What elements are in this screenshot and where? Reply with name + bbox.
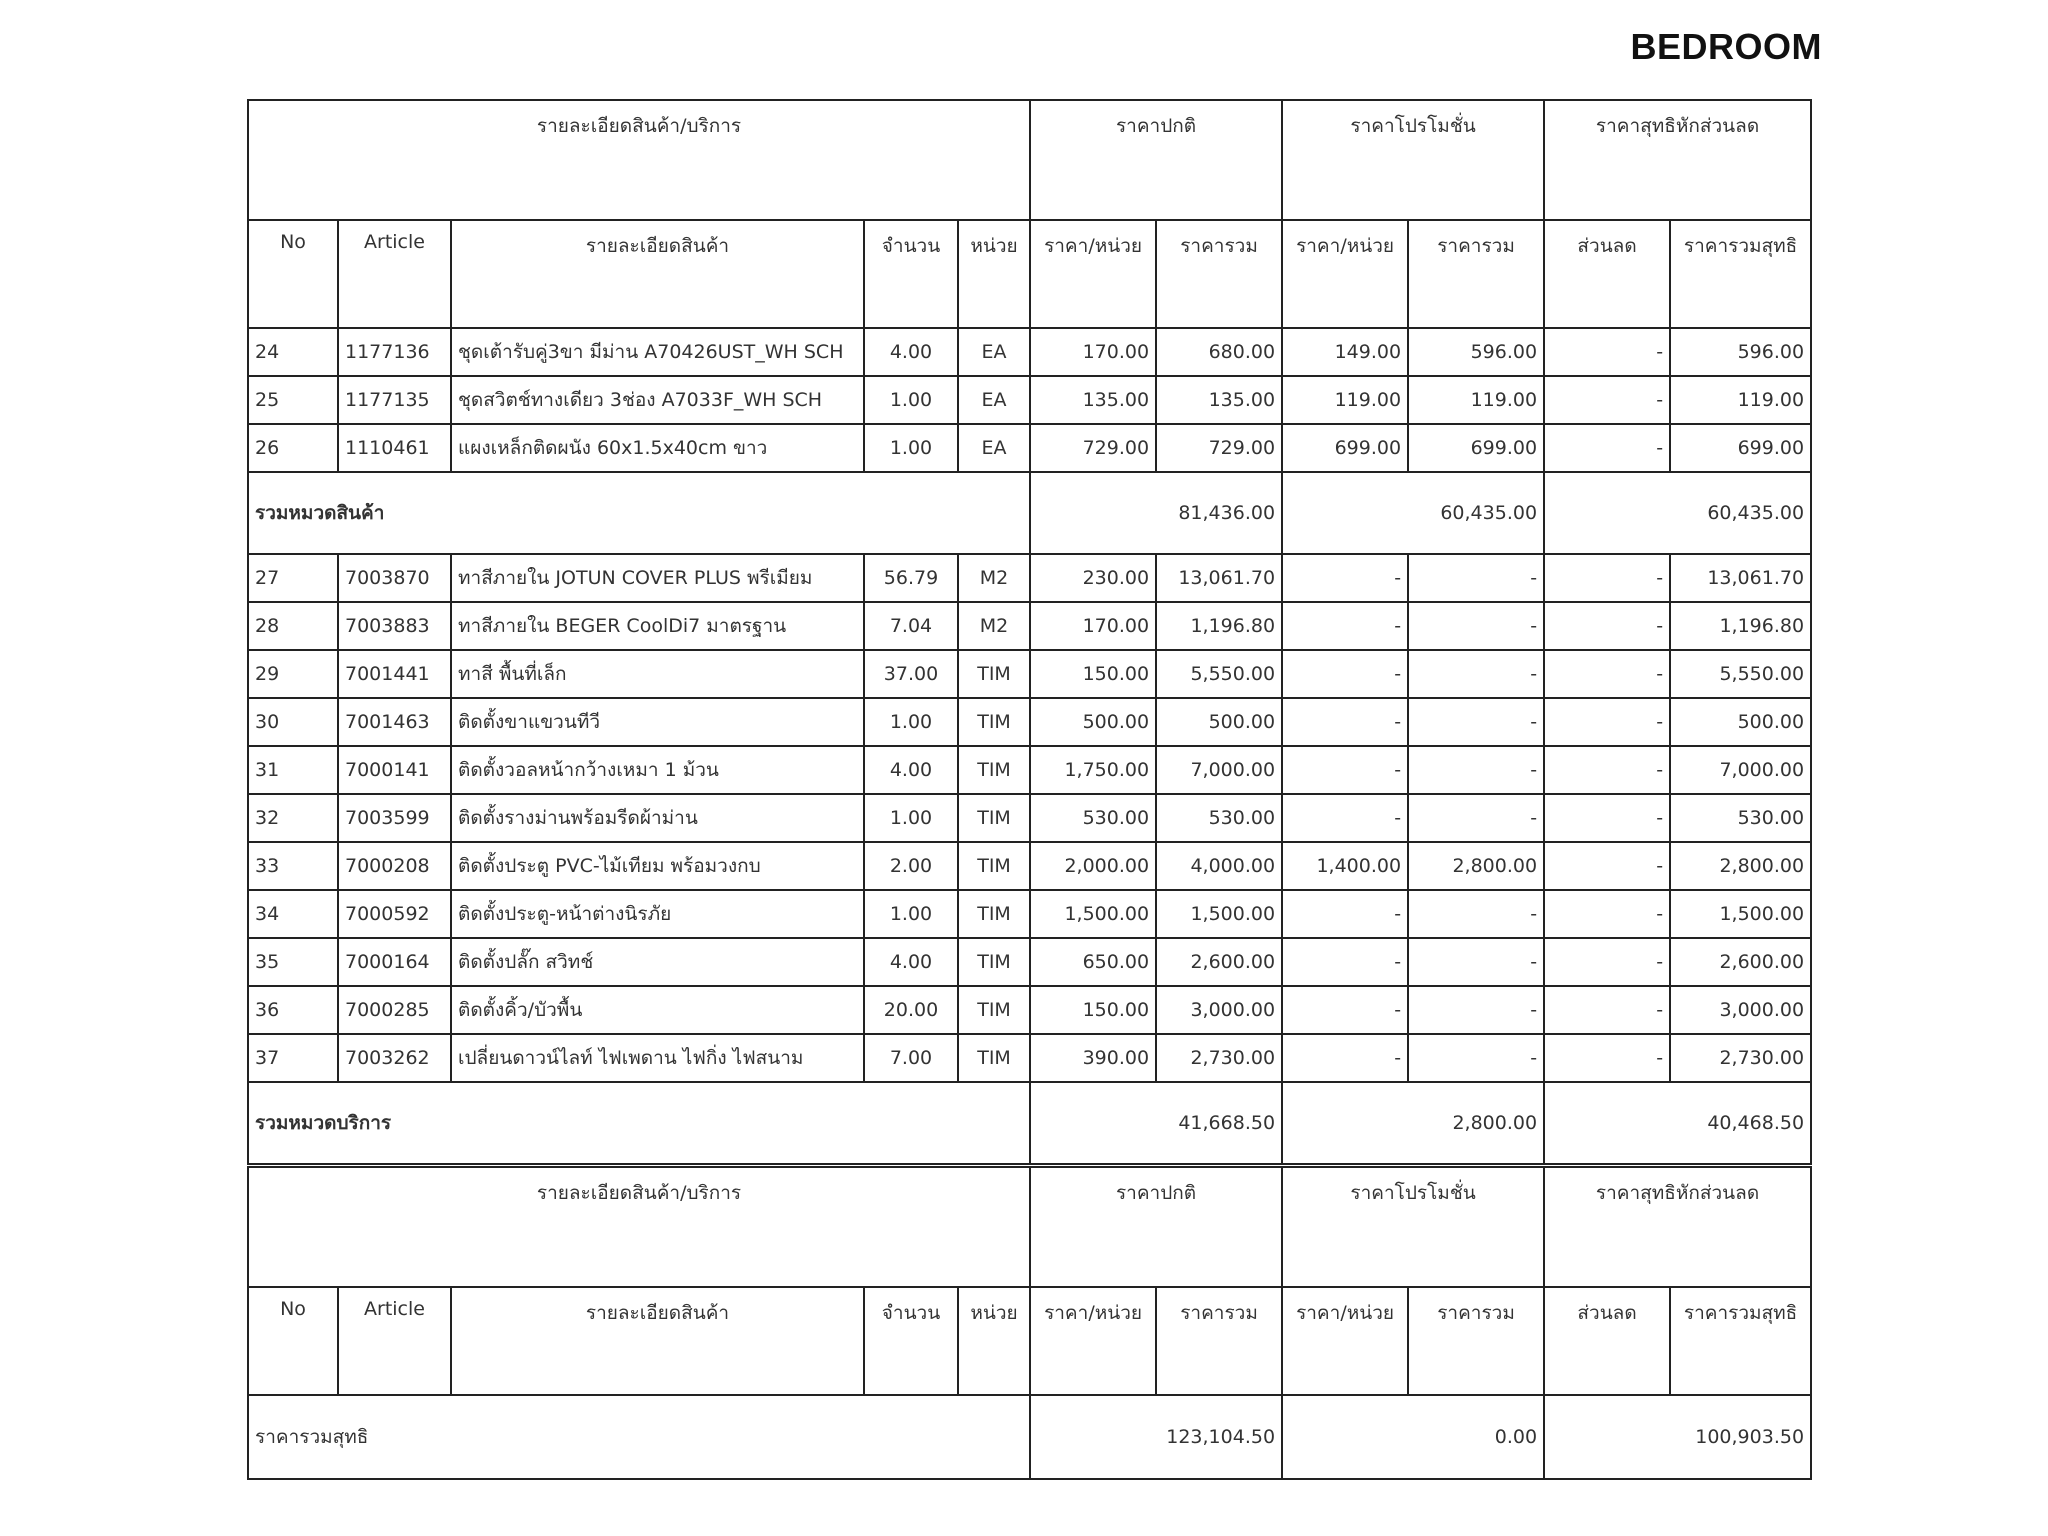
- table-row: [248, 328, 1811, 376]
- cell-unit: TIM: [958, 986, 1030, 1034]
- cell-total: 4,000.00: [1156, 842, 1282, 890]
- cell-quantity: 4.00: [864, 328, 958, 376]
- quotation-table: [247, 99, 1812, 1165]
- cell-promo-unit-price: -: [1282, 890, 1408, 938]
- cell-net-total: 13,061.70: [1670, 554, 1811, 602]
- col-header-total: ราคารวม: [1156, 220, 1282, 328]
- col-header-promo-unit-price: ราคา/หน่วย: [1282, 1287, 1408, 1395]
- cell-description: เปลี่ยนดาวน์ไลท์ ไฟเพดาน ไฟกิ่ง ไฟสนาม: [451, 1034, 864, 1082]
- cell-no: 24: [248, 328, 338, 376]
- cell-discount: -: [1544, 554, 1670, 602]
- subtotal-normal: 81,436.00: [1030, 472, 1282, 554]
- group-header-description: รายละเอียดสินค้า/บริการ: [248, 100, 1030, 220]
- cell-description: ติดตั้งประตู-หน้าต่างนิรภัย: [451, 890, 864, 938]
- col-header-unit: หน่วย: [958, 220, 1030, 328]
- cell-no: 27: [248, 554, 338, 602]
- table-row: [248, 650, 1811, 698]
- grand-total-promo: 0.00: [1282, 1395, 1544, 1479]
- cell-promo-total: 119.00: [1408, 376, 1544, 424]
- cell-quantity: 4.00: [864, 938, 958, 986]
- group-header-promo-price: ราคาโปรโมชั่น: [1282, 1167, 1544, 1287]
- cell-description: ติดตั้งขาแขวนทีวี: [451, 698, 864, 746]
- cell-total: 2,730.00: [1156, 1034, 1282, 1082]
- cell-promo-total: -: [1408, 794, 1544, 842]
- cell-quantity: 1.00: [864, 376, 958, 424]
- cell-unit-price: 150.00: [1030, 650, 1156, 698]
- cell-promo-unit-price: 1,400.00: [1282, 842, 1408, 890]
- cell-promo-unit-price: -: [1282, 986, 1408, 1034]
- col-header-unit-price: ราคา/หน่วย: [1030, 220, 1156, 328]
- cell-total: 530.00: [1156, 794, 1282, 842]
- cell-unit-price: 650.00: [1030, 938, 1156, 986]
- cell-unit: TIM: [958, 1034, 1030, 1082]
- cell-description: ทาสี พื้นที่เล็ก: [451, 650, 864, 698]
- cell-unit: EA: [958, 424, 1030, 472]
- group-header-net-price: ราคาสุทธิหักส่วนลด: [1544, 100, 1811, 220]
- cell-article: 7000285: [338, 986, 451, 1034]
- cell-no: 34: [248, 890, 338, 938]
- subtotal-normal: 41,668.50: [1030, 1082, 1282, 1164]
- cell-unit: TIM: [958, 698, 1030, 746]
- cell-discount: -: [1544, 698, 1670, 746]
- cell-total: 135.00: [1156, 376, 1282, 424]
- cell-unit: TIM: [958, 890, 1030, 938]
- footer-group-header-row: [248, 1167, 1811, 1287]
- grand-total-net: 100,903.50: [1544, 1395, 1811, 1479]
- cell-no: 35: [248, 938, 338, 986]
- cell-promo-total: 2,800.00: [1408, 842, 1544, 890]
- col-header-no: No: [248, 1287, 338, 1395]
- col-header-discount: ส่วนลด: [1544, 220, 1670, 328]
- cell-net-total: 119.00: [1670, 376, 1811, 424]
- cell-promo-total: -: [1408, 650, 1544, 698]
- cell-total: 1,196.80: [1156, 602, 1282, 650]
- cell-quantity: 2.00: [864, 842, 958, 890]
- cell-unit-price: 1,750.00: [1030, 746, 1156, 794]
- cell-unit-price: 2,000.00: [1030, 842, 1156, 890]
- cell-no: 36: [248, 986, 338, 1034]
- cell-no: 29: [248, 650, 338, 698]
- table-row: [248, 986, 1811, 1034]
- cell-net-total: 2,600.00: [1670, 938, 1811, 986]
- cell-promo-total: 596.00: [1408, 328, 1544, 376]
- grand-total-label: ราคารวมสุทธิ: [248, 1395, 1030, 1479]
- cell-no: 37: [248, 1034, 338, 1082]
- table-row: [248, 794, 1811, 842]
- col-header-promo-unit-price: ราคา/หน่วย: [1282, 220, 1408, 328]
- col-header-quantity: จำนวน: [864, 1287, 958, 1395]
- cell-article: 1110461: [338, 424, 451, 472]
- cell-promo-total: 699.00: [1408, 424, 1544, 472]
- cell-total: 2,600.00: [1156, 938, 1282, 986]
- table-row: [248, 842, 1811, 890]
- table-row: [248, 376, 1811, 424]
- cell-promo-total: -: [1408, 602, 1544, 650]
- cell-no: 32: [248, 794, 338, 842]
- col-header-no: No: [248, 220, 338, 328]
- cell-unit: TIM: [958, 746, 1030, 794]
- cell-unit: TIM: [958, 794, 1030, 842]
- cell-discount: -: [1544, 650, 1670, 698]
- cell-total: 729.00: [1156, 424, 1282, 472]
- cell-discount: -: [1544, 1034, 1670, 1082]
- cell-discount: -: [1544, 890, 1670, 938]
- group-header-description: รายละเอียดสินค้า/บริการ: [248, 1167, 1030, 1287]
- cell-discount: -: [1544, 424, 1670, 472]
- cell-promo-unit-price: -: [1282, 794, 1408, 842]
- cell-promo-total: -: [1408, 554, 1544, 602]
- table-row: [248, 554, 1811, 602]
- cell-description: แผงเหล็กติดผนัง 60x1.5x40cm ขาว: [451, 424, 864, 472]
- cell-article: 7003883: [338, 602, 451, 650]
- cell-article: 7003599: [338, 794, 451, 842]
- subtotal-net: 60,435.00: [1544, 472, 1811, 554]
- cell-net-total: 1,500.00: [1670, 890, 1811, 938]
- cell-description: ติดตั้งปลั๊ก สวิทช์: [451, 938, 864, 986]
- cell-unit-price: 170.00: [1030, 602, 1156, 650]
- cell-promo-unit-price: -: [1282, 602, 1408, 650]
- cell-net-total: 530.00: [1670, 794, 1811, 842]
- col-header-promo-total: ราคารวม: [1408, 220, 1544, 328]
- cell-discount: -: [1544, 376, 1670, 424]
- cell-net-total: 7,000.00: [1670, 746, 1811, 794]
- col-header-net-total: ราคารวมสุทธิ: [1670, 220, 1811, 328]
- cell-unit-price: 500.00: [1030, 698, 1156, 746]
- table-row: [248, 746, 1811, 794]
- cell-article: 1177136: [338, 328, 451, 376]
- cell-total: 680.00: [1156, 328, 1282, 376]
- cell-discount: -: [1544, 328, 1670, 376]
- cell-no: 33: [248, 842, 338, 890]
- cell-unit-price: 230.00: [1030, 554, 1156, 602]
- cell-total: 5,550.00: [1156, 650, 1282, 698]
- cell-promo-unit-price: 119.00: [1282, 376, 1408, 424]
- subtotal-net: 40,468.50: [1544, 1082, 1811, 1164]
- column-header-row: [248, 220, 1811, 328]
- grand-total-normal: 123,104.50: [1030, 1395, 1282, 1479]
- cell-description: ทาสีภายใน BEGER CoolDi7 มาตรฐาน: [451, 602, 864, 650]
- table-row: [248, 890, 1811, 938]
- subtotal-promo: 2,800.00: [1282, 1082, 1544, 1164]
- cell-description: ติดตั้งรางม่านพร้อมรีดผ้าม่าน: [451, 794, 864, 842]
- col-header-article: Article: [338, 1287, 451, 1395]
- cell-description: ชุดเต้ารับคู่3ขา มีม่าน A70426UST_WH SCH: [451, 328, 864, 376]
- cell-promo-unit-price: -: [1282, 554, 1408, 602]
- group-header-promo-price: ราคาโปรโมชั่น: [1282, 100, 1544, 220]
- col-header-description: รายละเอียดสินค้า: [451, 1287, 864, 1395]
- cell-unit: TIM: [958, 842, 1030, 890]
- cell-article: 7001463: [338, 698, 451, 746]
- cell-article: 7003262: [338, 1034, 451, 1082]
- cell-unit-price: 150.00: [1030, 986, 1156, 1034]
- cell-discount: -: [1544, 938, 1670, 986]
- cell-promo-total: -: [1408, 986, 1544, 1034]
- cell-unit: M2: [958, 554, 1030, 602]
- col-header-net-total: ราคารวมสุทธิ: [1670, 1287, 1811, 1395]
- cell-description: ติดตั้งประตู PVC-ไม้เทียม พร้อมวงกบ: [451, 842, 864, 890]
- cell-article: 1177135: [338, 376, 451, 424]
- cell-no: 28: [248, 602, 338, 650]
- cell-unit-price: 1,500.00: [1030, 890, 1156, 938]
- cell-quantity: 37.00: [864, 650, 958, 698]
- cell-quantity: 7.00: [864, 1034, 958, 1082]
- cell-description: ติดตั้งวอลหน้ากว้างเหมา 1 ม้วน: [451, 746, 864, 794]
- group-header-net-price: ราคาสุทธิหักส่วนลด: [1544, 1167, 1811, 1287]
- cell-net-total: 500.00: [1670, 698, 1811, 746]
- group-header-normal-price: ราคาปกติ: [1030, 100, 1282, 220]
- cell-promo-total: -: [1408, 1034, 1544, 1082]
- cell-net-total: 5,550.00: [1670, 650, 1811, 698]
- cell-quantity: 4.00: [864, 746, 958, 794]
- service-subtotal-row: [248, 1082, 1811, 1164]
- group-header-normal-price: ราคาปกติ: [1030, 1167, 1282, 1287]
- cell-unit: TIM: [958, 650, 1030, 698]
- cell-unit: EA: [958, 376, 1030, 424]
- cell-promo-unit-price: 149.00: [1282, 328, 1408, 376]
- subtotal-promo: 60,435.00: [1282, 472, 1544, 554]
- cell-total: 500.00: [1156, 698, 1282, 746]
- col-header-discount: ส่วนลด: [1544, 1287, 1670, 1395]
- cell-article: 7000164: [338, 938, 451, 986]
- col-header-description: รายละเอียดสินค้า: [451, 220, 864, 328]
- cell-article: 7000141: [338, 746, 451, 794]
- cell-quantity: 20.00: [864, 986, 958, 1034]
- subtotal-label: รวมหมวดบริการ: [248, 1082, 1030, 1164]
- col-header-quantity: จำนวน: [864, 220, 958, 328]
- footer-column-header-row: [248, 1287, 1811, 1395]
- cell-unit-price: 530.00: [1030, 794, 1156, 842]
- cell-net-total: 2,800.00: [1670, 842, 1811, 890]
- cell-promo-unit-price: -: [1282, 650, 1408, 698]
- cell-promo-unit-price: 699.00: [1282, 424, 1408, 472]
- cell-promo-unit-price: -: [1282, 698, 1408, 746]
- grand-total-table: [247, 1166, 1812, 1480]
- cell-no: 26: [248, 424, 338, 472]
- cell-article: 7003870: [338, 554, 451, 602]
- page-title: BEDROOM: [1630, 26, 1822, 67]
- cell-discount: -: [1544, 602, 1670, 650]
- cell-discount: -: [1544, 842, 1670, 890]
- cell-promo-unit-price: -: [1282, 938, 1408, 986]
- cell-unit: TIM: [958, 938, 1030, 986]
- cell-discount: -: [1544, 794, 1670, 842]
- cell-description: ทาสีภายใน JOTUN COVER PLUS พรีเมียม: [451, 554, 864, 602]
- cell-net-total: 1,196.80: [1670, 602, 1811, 650]
- col-header-unit: หน่วย: [958, 1287, 1030, 1395]
- cell-unit: EA: [958, 328, 1030, 376]
- table-row: [248, 602, 1811, 650]
- col-header-promo-total: ราคารวม: [1408, 1287, 1544, 1395]
- cell-promo-unit-price: -: [1282, 1034, 1408, 1082]
- cell-total: 3,000.00: [1156, 986, 1282, 1034]
- cell-net-total: 596.00: [1670, 328, 1811, 376]
- cell-total: 7,000.00: [1156, 746, 1282, 794]
- cell-article: 7000208: [338, 842, 451, 890]
- cell-quantity: 1.00: [864, 698, 958, 746]
- group-header-row: [248, 100, 1811, 220]
- cell-description: ติดตั้งคิ้ว/บัวพื้น: [451, 986, 864, 1034]
- subtotal-label: รวมหมวดสินค้า: [248, 472, 1030, 554]
- cell-unit-price: 135.00: [1030, 376, 1156, 424]
- cell-net-total: 2,730.00: [1670, 1034, 1811, 1082]
- cell-article: 7001441: [338, 650, 451, 698]
- cell-promo-total: -: [1408, 746, 1544, 794]
- cell-quantity: 56.79: [864, 554, 958, 602]
- cell-no: 30: [248, 698, 338, 746]
- cell-description: ชุดสวิตช์ทางเดียว 3ช่อง A7033F_WH SCH: [451, 376, 864, 424]
- cell-promo-total: -: [1408, 698, 1544, 746]
- cell-total: 1,500.00: [1156, 890, 1282, 938]
- cell-discount: -: [1544, 746, 1670, 794]
- cell-no: 31: [248, 746, 338, 794]
- table-row: [248, 698, 1811, 746]
- cell-quantity: 1.00: [864, 424, 958, 472]
- cell-article: 7000592: [338, 890, 451, 938]
- cell-unit: M2: [958, 602, 1030, 650]
- cell-quantity: 1.00: [864, 794, 958, 842]
- cell-promo-unit-price: -: [1282, 746, 1408, 794]
- table-row: [248, 938, 1811, 986]
- cell-quantity: 7.04: [864, 602, 958, 650]
- cell-net-total: 3,000.00: [1670, 986, 1811, 1034]
- table-row: [248, 1034, 1811, 1082]
- cell-unit-price: 729.00: [1030, 424, 1156, 472]
- cell-unit-price: 390.00: [1030, 1034, 1156, 1082]
- table-row: [248, 424, 1811, 472]
- cell-net-total: 699.00: [1670, 424, 1811, 472]
- cell-no: 25: [248, 376, 338, 424]
- col-header-unit-price: ราคา/หน่วย: [1030, 1287, 1156, 1395]
- cell-promo-total: -: [1408, 890, 1544, 938]
- cell-discount: -: [1544, 986, 1670, 1034]
- cell-unit-price: 170.00: [1030, 328, 1156, 376]
- cell-promo-total: -: [1408, 938, 1544, 986]
- grand-total-row: [248, 1395, 1811, 1479]
- col-header-total: ราคารวม: [1156, 1287, 1282, 1395]
- cell-quantity: 1.00: [864, 890, 958, 938]
- cell-total: 13,061.70: [1156, 554, 1282, 602]
- col-header-article: Article: [338, 220, 451, 328]
- product-subtotal-row: [248, 472, 1811, 554]
